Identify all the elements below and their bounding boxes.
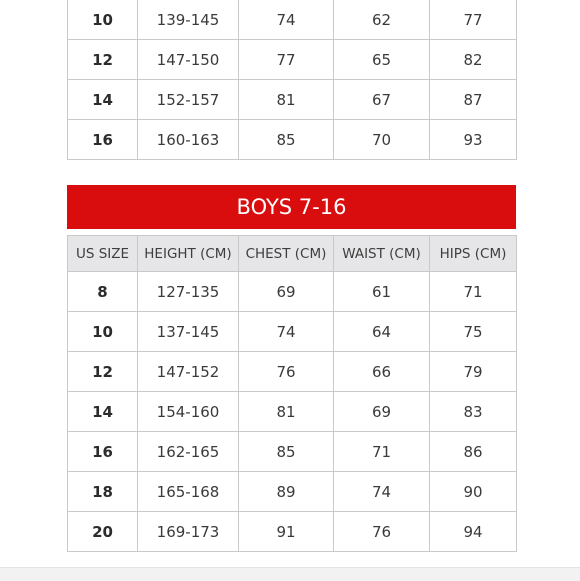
- size-cell: 8: [68, 272, 138, 312]
- table-row: [68, 312, 517, 352]
- chest-cell: 74: [239, 312, 334, 352]
- chest-cell: 69: [239, 272, 334, 312]
- waist-cell: 76: [334, 512, 430, 552]
- boys-section-banner: [67, 185, 516, 229]
- waist-cell: 61: [334, 272, 430, 312]
- size-cell: 12: [68, 352, 138, 392]
- table-row: [68, 512, 517, 552]
- height-cell: 152-157: [138, 80, 239, 120]
- size-cell: 10: [68, 0, 138, 40]
- chest-cell: 85: [239, 432, 334, 472]
- waist-cell: 65: [334, 40, 430, 80]
- waist-cell: 70: [334, 120, 430, 160]
- waist-cell: 64: [334, 312, 430, 352]
- height-cell: 162-165: [138, 432, 239, 472]
- height-cell: 147-152: [138, 352, 239, 392]
- hips-cell: 71: [430, 272, 517, 312]
- size-cell: 18: [68, 472, 138, 512]
- hips-cell: 77: [430, 0, 517, 40]
- table-row: [68, 40, 517, 80]
- height-cell: 139-145: [138, 0, 239, 40]
- hips-cell: 93: [430, 120, 517, 160]
- bottom-edge-strip: [0, 567, 580, 581]
- chest-cell: 89: [239, 472, 334, 512]
- hips-cell: 94: [430, 512, 517, 552]
- hips-cell: 75: [430, 312, 517, 352]
- size-cell: 14: [68, 80, 138, 120]
- chest-header: CHEST (CM): [239, 236, 334, 272]
- chest-cell: 91: [239, 512, 334, 552]
- hips-cell: 83: [430, 392, 517, 432]
- table-row: [68, 472, 517, 512]
- height-cell: 154-160: [138, 392, 239, 432]
- waist-cell: 67: [334, 80, 430, 120]
- table-row: [68, 392, 517, 432]
- size-cell: 16: [68, 120, 138, 160]
- girls-size-table-partial: [67, 0, 517, 160]
- height-cell: 147-150: [138, 40, 239, 80]
- table-row: [68, 80, 517, 120]
- chest-cell: 74: [239, 0, 334, 40]
- table-row: [68, 272, 517, 312]
- height-cell: 169-173: [138, 512, 239, 552]
- size-cell: 20: [68, 512, 138, 552]
- height-cell: 127-135: [138, 272, 239, 312]
- hips-header: HIPS (CM): [430, 236, 517, 272]
- height-cell: 160-163: [138, 120, 239, 160]
- waist-header: WAIST (CM): [334, 236, 430, 272]
- height-cell: 165-168: [138, 472, 239, 512]
- table-row: [68, 0, 517, 40]
- waist-cell: 74: [334, 472, 430, 512]
- hips-cell: 90: [430, 472, 517, 512]
- boys-size-table: [67, 235, 517, 552]
- header-row: [68, 236, 517, 272]
- size-cell: 16: [68, 432, 138, 472]
- table-row: [68, 352, 517, 392]
- boys-section-title: BOYS 7-16: [236, 195, 347, 219]
- chest-cell: 76: [239, 352, 334, 392]
- hips-cell: 82: [430, 40, 517, 80]
- table-row: [68, 120, 517, 160]
- height-header: HEIGHT (CM): [138, 236, 239, 272]
- size-cell: 14: [68, 392, 138, 432]
- table-row: [68, 432, 517, 472]
- size-cell: 12: [68, 40, 138, 80]
- us-size-header: US SIZE: [68, 236, 138, 272]
- chest-cell: 81: [239, 392, 334, 432]
- hips-cell: 86: [430, 432, 517, 472]
- hips-cell: 79: [430, 352, 517, 392]
- chest-cell: 85: [239, 120, 334, 160]
- size-cell: 10: [68, 312, 138, 352]
- hips-cell: 87: [430, 80, 517, 120]
- chest-cell: 77: [239, 40, 334, 80]
- waist-cell: 69: [334, 392, 430, 432]
- chest-cell: 81: [239, 80, 334, 120]
- waist-cell: 66: [334, 352, 430, 392]
- waist-cell: 62: [334, 0, 430, 40]
- waist-cell: 71: [334, 432, 430, 472]
- height-cell: 137-145: [138, 312, 239, 352]
